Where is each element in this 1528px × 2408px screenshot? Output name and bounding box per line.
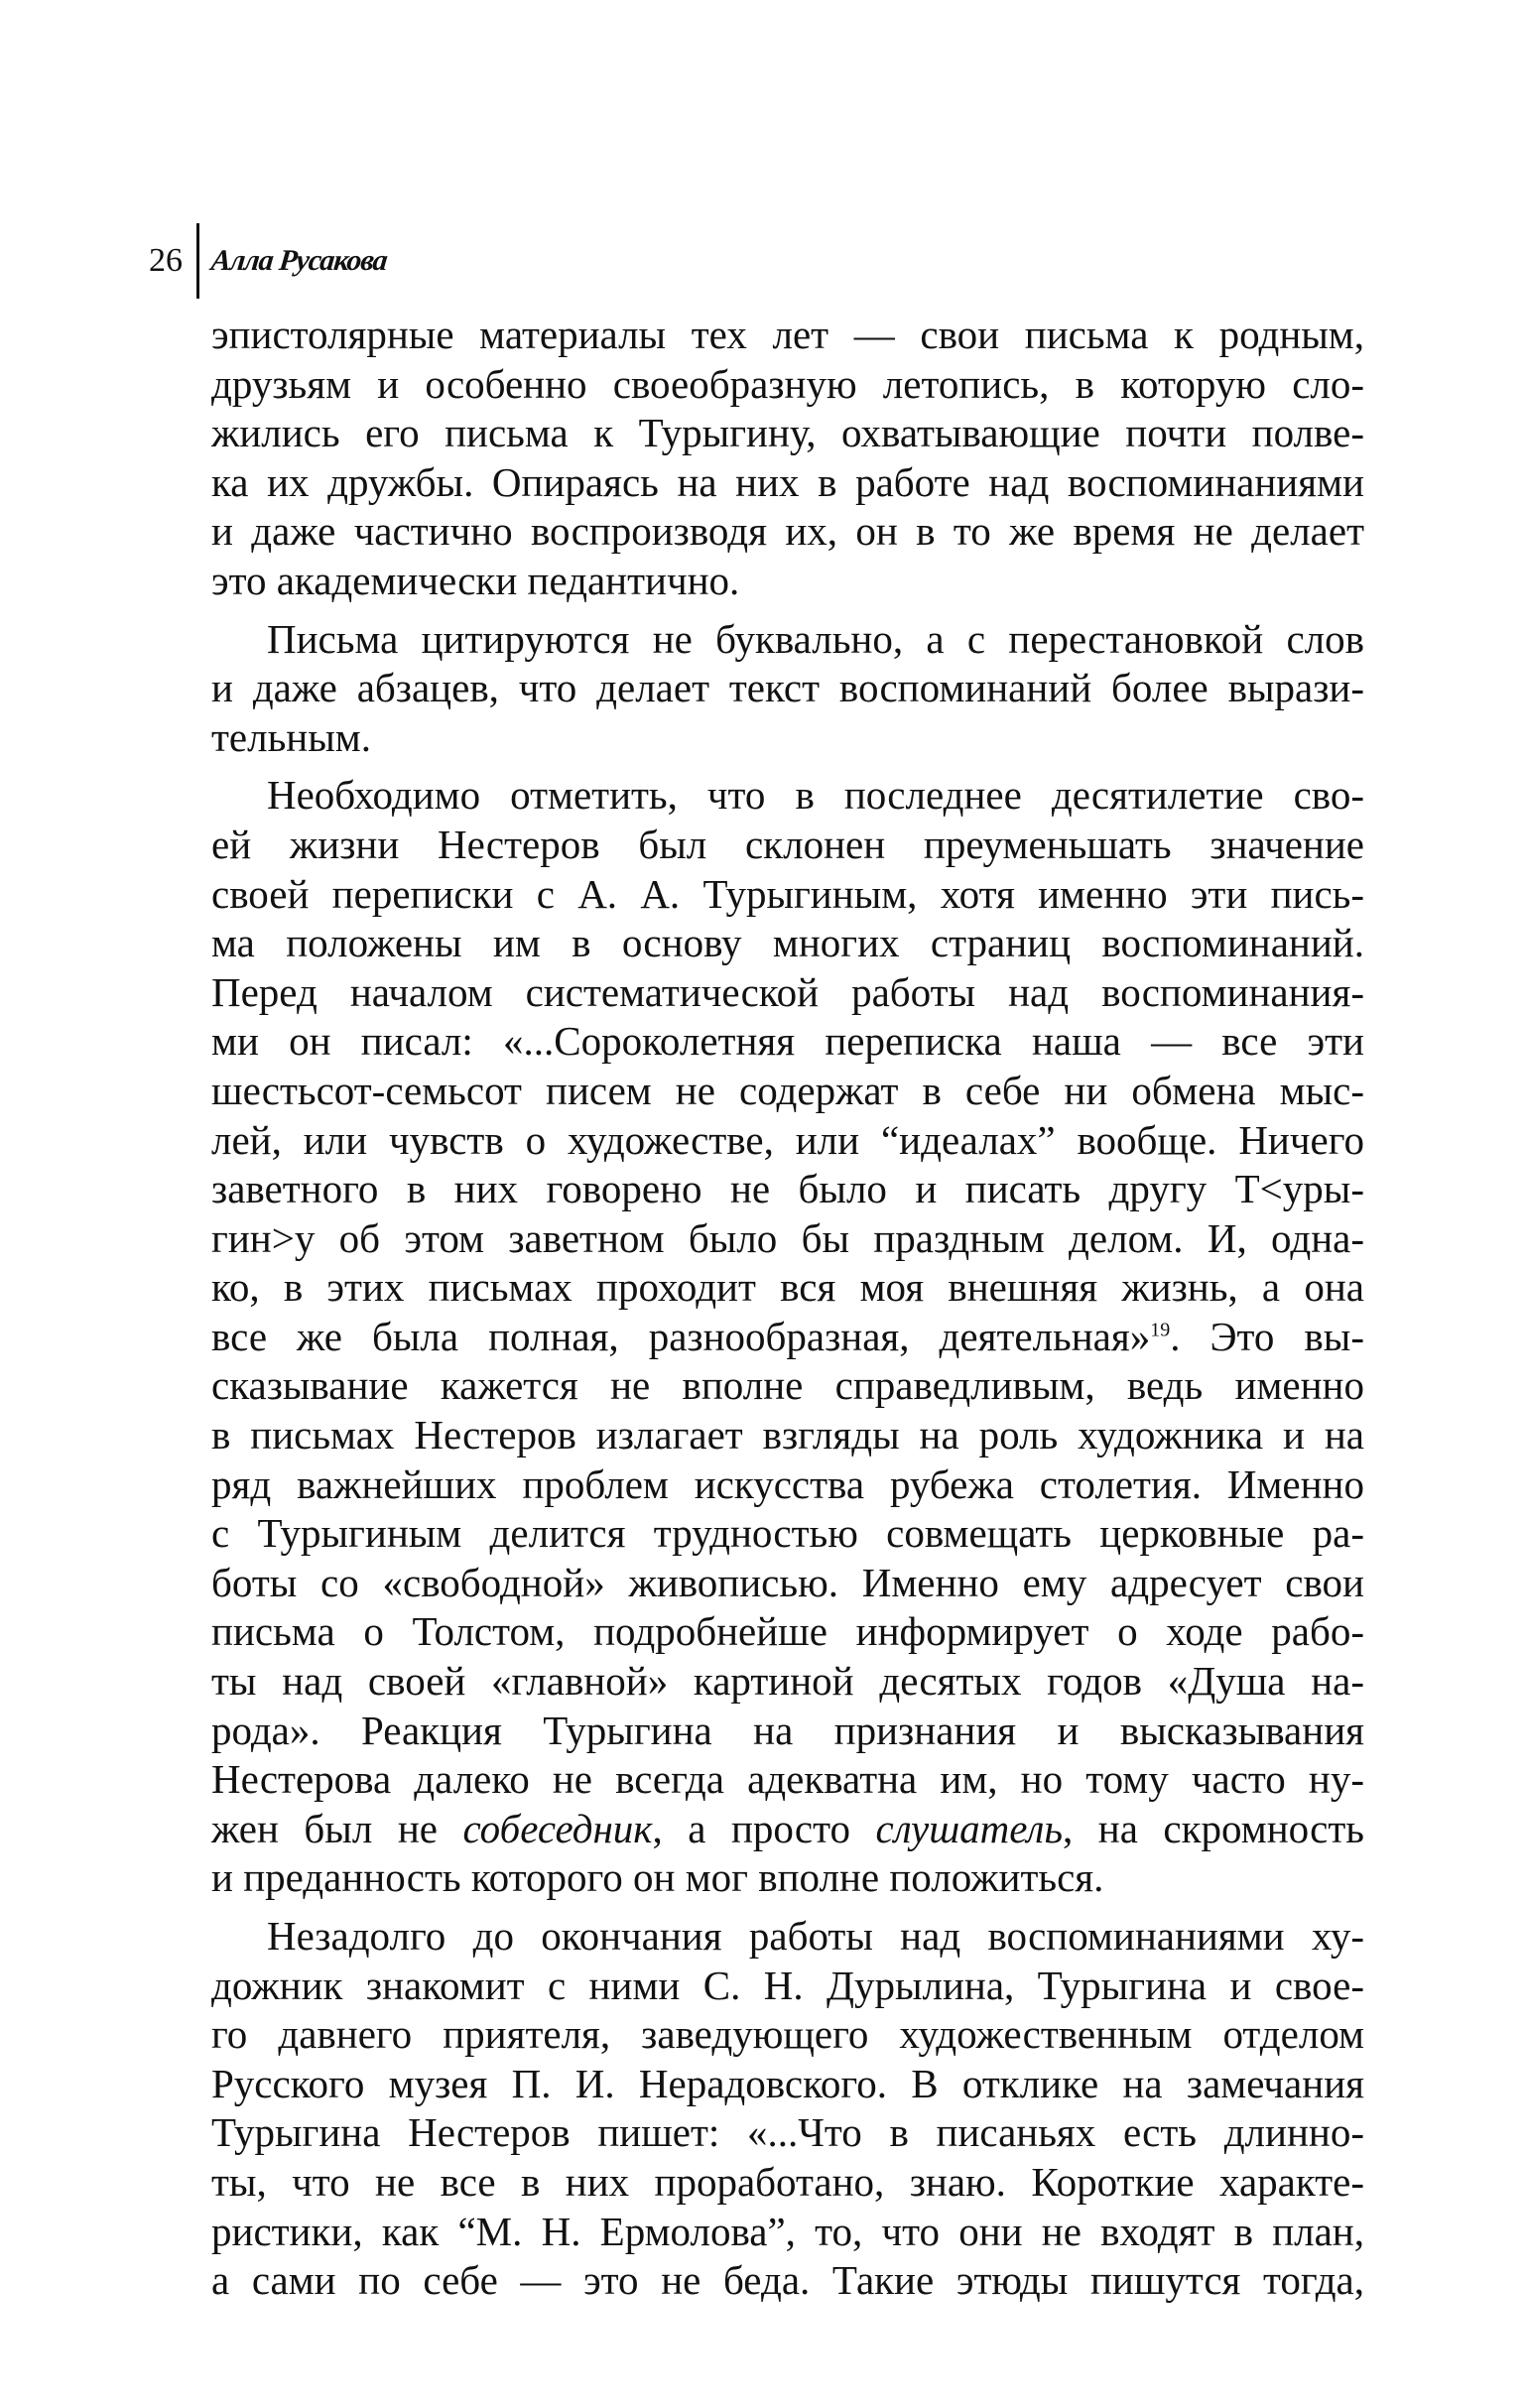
text-line: и даже абзацев, что делает текст воспоминаний более вырази- [211, 665, 1364, 711]
running-head-author: Алла Русакова [209, 244, 389, 277]
text-fragment: , а просто [652, 1805, 876, 1851]
text-fragment: . Это вы- [1170, 1313, 1364, 1359]
emphasis-sobesednik: собеседник [462, 1805, 653, 1851]
text-line: рода». Реакция Турыгина на признания и высказывания [211, 1707, 1364, 1753]
text-line: это академически педантично. [211, 557, 740, 603]
text-line: письма о Толстом, подробнейше информирует о ходе рабо- [211, 1608, 1364, 1655]
text-line: Нестерова далеко не всегда адекватна им, но тому часто ну- [211, 1756, 1364, 1803]
footnote-reference: 19 [1150, 1319, 1171, 1341]
text-fragment: , на скромность [1063, 1805, 1364, 1851]
text-line: эпистолярные материалы тех лет — свои письма к родным, [211, 312, 1364, 357]
body-text [211, 311, 1364, 2306]
text-line: боты со «свободной» живописью. Именно ему адресует свои [211, 1559, 1364, 1605]
text-line: ко, в этих письмах проходит вся моя внешняя жизнь, а она [211, 1264, 1364, 1311]
text-line: ка их дружбы. Опираясь на них в работе над воспоминаниями [211, 458, 1364, 505]
text-line: ряд важнейших проблем искусства рубежа столетия. Именно [211, 1460, 1364, 1507]
text-line: го давнего приятеля, заведующего художественным отделом [211, 2011, 1364, 2058]
text-line: заветного в них говорено не было и писать другу Т<уры- [211, 1166, 1364, 1212]
text-line: ми он писал: «...Сороколетняя переписка наша — все эти [211, 1018, 1364, 1065]
text-line: тельным. [211, 713, 371, 760]
text-line: а сами по себе — это не беда. Такие этюды пишутся тогда, [211, 2257, 1364, 2304]
text-line: и преданность которого он мог вполне положиться. [211, 1854, 1104, 1901]
text-fragment: все же была полная, разнообразная, деятельная» [211, 1313, 1151, 1359]
text-line-with-footnote [211, 1313, 1364, 1362]
text-line: сказывание кажется не вполне справедливым, ведь именно [211, 1362, 1364, 1409]
text-line: гин>у об этом заветном было бы праздным делом. И, одна- [211, 1214, 1364, 1261]
text-line: с Турыгиным делится трудностью совмещать церковные ра- [211, 1510, 1364, 1557]
text-line: ристики, как “М. Н. Ермолова”, то, что они не входят в план, [211, 2208, 1364, 2254]
text-line: шестьсот-семьсот писем не содержат в себе ни обмена мыс- [211, 1067, 1364, 1113]
page-number: 26 [149, 242, 183, 279]
text-line: ей жизни Нестеров был склонен преуменьшать значение [211, 821, 1364, 867]
emphasis-slushatel: слушатель [875, 1805, 1064, 1851]
text-line: Перед началом систематической работы над воспоминания- [211, 968, 1364, 1015]
text-line: ты над своей «главной» картиной десятых годов «Душа на- [211, 1658, 1364, 1705]
text-line: ма положены им в основу многих страниц воспоминаний. [211, 920, 1364, 966]
running-header [149, 223, 387, 299]
text-fragment: жен был не [211, 1805, 463, 1851]
header-divider [196, 223, 199, 299]
text-line: в письмах Нестеров излагает взгляды на роль художника и на [211, 1412, 1364, 1458]
text-line: дожник знакомит с ними С. Н. Дурылина, Турыгина и свое- [211, 1962, 1364, 2008]
text-line: друзьям и особенно своеобразную летопись, в которую сло- [211, 360, 1364, 407]
text-line: лей, или чувств о художестве, или “идеалах” вообще. Ничего [211, 1116, 1364, 1163]
text-line: Необходимо отметить, что в последнее десятилетие сво- [267, 772, 1364, 819]
text-line-with-emphasis [211, 1805, 1364, 1854]
text-line: жились его письма к Турыгину, охватывающие почти полве- [211, 410, 1364, 456]
text-line: Русского музея П. И. Нерадовского. В отклике на замечания [211, 2060, 1364, 2106]
text-line: Незадолго до окончания работы над воспоминаниями ху- [267, 1913, 1364, 1959]
text-line: Турыгина Нестеров пишет: «...Что в писаньях есть длинно- [211, 2109, 1364, 2156]
text-line: и даже частично воспроизводя их, он в то же время не делает [211, 508, 1364, 555]
text-line: ты, что не все в них проработано, знаю. Короткие характе- [211, 2158, 1364, 2205]
text-line: своей переписки с А. А. Турыгиным, хотя именно эти пись- [211, 870, 1364, 917]
text-line: Письма цитируются не буквально, а с перестановкой слов [267, 615, 1364, 662]
